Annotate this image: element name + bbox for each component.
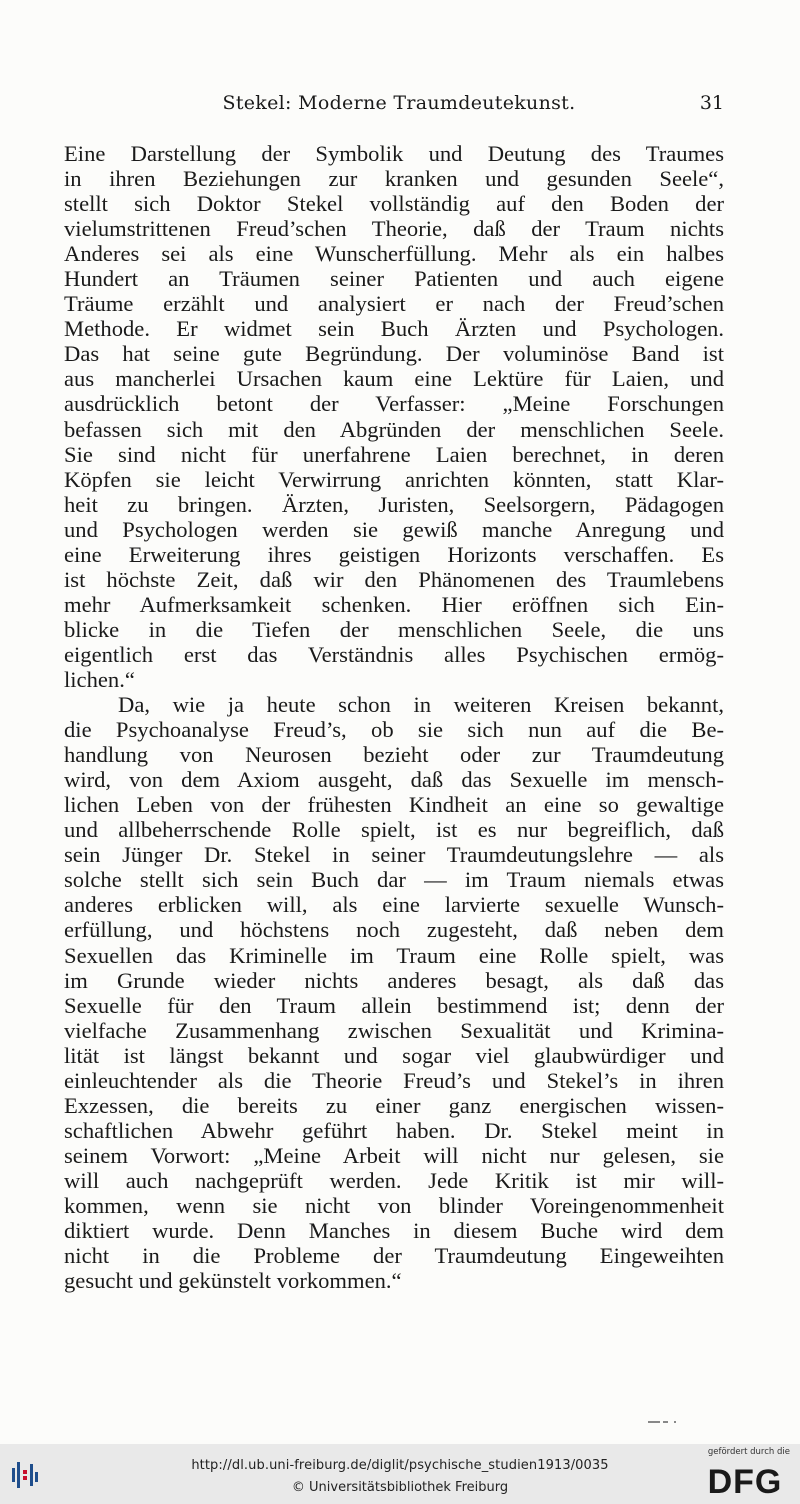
page-number: 31 [699, 92, 724, 114]
text-line: in ihren Beziehungen zur kranken und gesunden Seele“, [64, 166, 724, 192]
copyright-notice: © Universitätsbibliothek Freiburg [291, 1480, 509, 1495]
text-line: und Psychologen werden sie gewiß manche Anregung und [64, 516, 724, 542]
dfg-logo-icon[interactable] [702, 1460, 788, 1500]
text-line: befassen sich mit den Abgründen der menschlichen Seele. [64, 416, 724, 442]
text-line: gesucht und gekünstelt vorkommen.“ [64, 1268, 402, 1294]
text-line: einleuchtender als die Theorie Freud’s und Stekel’s in ihren [64, 1067, 724, 1093]
text-line: nicht in die Probleme der Traumdeutung Eingeweihten [64, 1243, 724, 1269]
text-line: seinem Vorwort: „Meine Arbeit will nicht nur gelesen, sie [64, 1142, 724, 1168]
text-line: Hundert an Träumen seiner Patienten und auch eigene [64, 266, 724, 292]
text-line: Sie sind nicht für unerfahrene Laien berechnet, in deren [64, 441, 724, 467]
text-line: ausdrücklich betont der Verfasser: „Meine Forschungen [64, 391, 724, 417]
text-line: Träume erzählt und analysiert er nach der Freud’schen [64, 291, 724, 317]
text-line: Anderes sei als eine Wunscherfüllung. Mehr als ein halbes [64, 241, 724, 267]
running-title: Stekel: Moderne Traumdeutekunst. [222, 92, 576, 114]
text-line: Exzessen, die bereits zu einer ganz energischen wissen- [64, 1092, 724, 1118]
text-line: Da, wie ja heute schon in weiteren Kreisen bekannt, [118, 692, 724, 718]
text-line: eine Erweiterung ihres geistigen Horizonts verschaffen. Es [64, 541, 724, 567]
paragraph [64, 141, 724, 692]
paragraph [64, 692, 724, 1293]
catchword-mark [648, 1421, 678, 1424]
text-line: mehr Aufmerksamkeit schenken. Hier eröffnen sich Ein- [64, 591, 724, 617]
dfg-logo-text: DFG [707, 1463, 783, 1500]
running-head [64, 92, 724, 124]
text-line: Das hat seine gute Begründung. Der voluminöse Band ist [64, 341, 724, 367]
text-line: Köpfen sie leicht Verwirrung anrichten könnten, statt Klar- [64, 466, 724, 492]
text-line: schaftlichen Abwehr geführt haben. Dr. Stekel meint in [64, 1117, 724, 1143]
text-line: diktiert wurde. Denn Manches in diesem Buche wird dem [64, 1218, 724, 1244]
text-line: kommen, wenn sie nicht von blinder Voreingenommenheit [64, 1192, 724, 1218]
text-line: handlung von Neurosen bezieht oder zur Traumdeutung [64, 742, 724, 768]
text-line: im Grunde wieder nichts anderes besagt, als daß das [64, 967, 724, 993]
body-text [64, 141, 724, 1293]
text-line: erfüllung, und höchstens noch zugesteht, daß neben dem [64, 917, 724, 943]
text-line: lichen Leben von der frühesten Kindheit an eine so gewaltige [64, 792, 724, 818]
text-line: Eine Darstellung der Symbolik und Deutung des Traumes [64, 141, 724, 166]
text-line: stellt sich Doktor Stekel vollständig auf den Boden der [64, 191, 724, 217]
text-line: Sexuellen das Kriminelle im Traum eine Rolle spielt, was [64, 942, 724, 968]
text-line: sein Jünger Dr. Stekel in seiner Traumdeutungslehre — als [64, 842, 724, 868]
text-line: eigentlich erst das Verständnis alles Psychischen ermög- [64, 641, 724, 667]
text-line: lität ist längst bekannt und sogar viel glaubwürdiger und [64, 1042, 724, 1068]
permalink-url[interactable]: http://dl.ub.uni-freiburg.de/diglit/psychische_studien1913/0035 [191, 1458, 609, 1473]
text-line: anderes erblicken will, als eine larvierte sexuelle Wunsch- [64, 892, 724, 918]
viewer-footer [0, 1444, 800, 1504]
text-line: heit zu bringen. Ärzten, Juristen, Seelsorgern, Pädagogen [64, 491, 724, 517]
text-line: Sexuelle für den Traum allein bestimmend ist; denn der [64, 992, 724, 1018]
text-line: vielfache Zusammenhang zwischen Sexualität und Krimina- [64, 1017, 724, 1043]
text-line: vielumstrittenen Freud’schen Theorie, daß der Traum nichts [64, 216, 724, 242]
text-line: lichen.“ [64, 666, 135, 692]
text-line: und allbeherrschende Rolle spielt, ist es nur begreiflich, daß [64, 817, 724, 843]
text-line: wird, von dem Axiom ausgeht, daß das Sexuelle im mensch- [64, 767, 724, 793]
text-line: will auch nachgeprüft werden. Jede Kritik ist mir will- [64, 1167, 724, 1193]
text-line: aus mancherlei Ursachen kaum eine Lektüre für Laien, und [64, 366, 724, 392]
text-line: blicke in die Tiefen der menschlichen Seele, die uns [64, 616, 724, 642]
funded-by-label: gefördert durch die [707, 1447, 790, 1457]
text-line: die Psychoanalyse Freud’s, ob sie sich nun auf die Be- [64, 717, 724, 743]
text-line: Methode. Er widmet sein Buch Ärzten und Psychologen. [64, 316, 724, 342]
text-line: ist höchste Zeit, daß wir den Phänomenen des Traumlebens [64, 566, 724, 592]
text-line: solche stellt sich sein Buch dar — im Traum niemals etwas [64, 867, 724, 893]
